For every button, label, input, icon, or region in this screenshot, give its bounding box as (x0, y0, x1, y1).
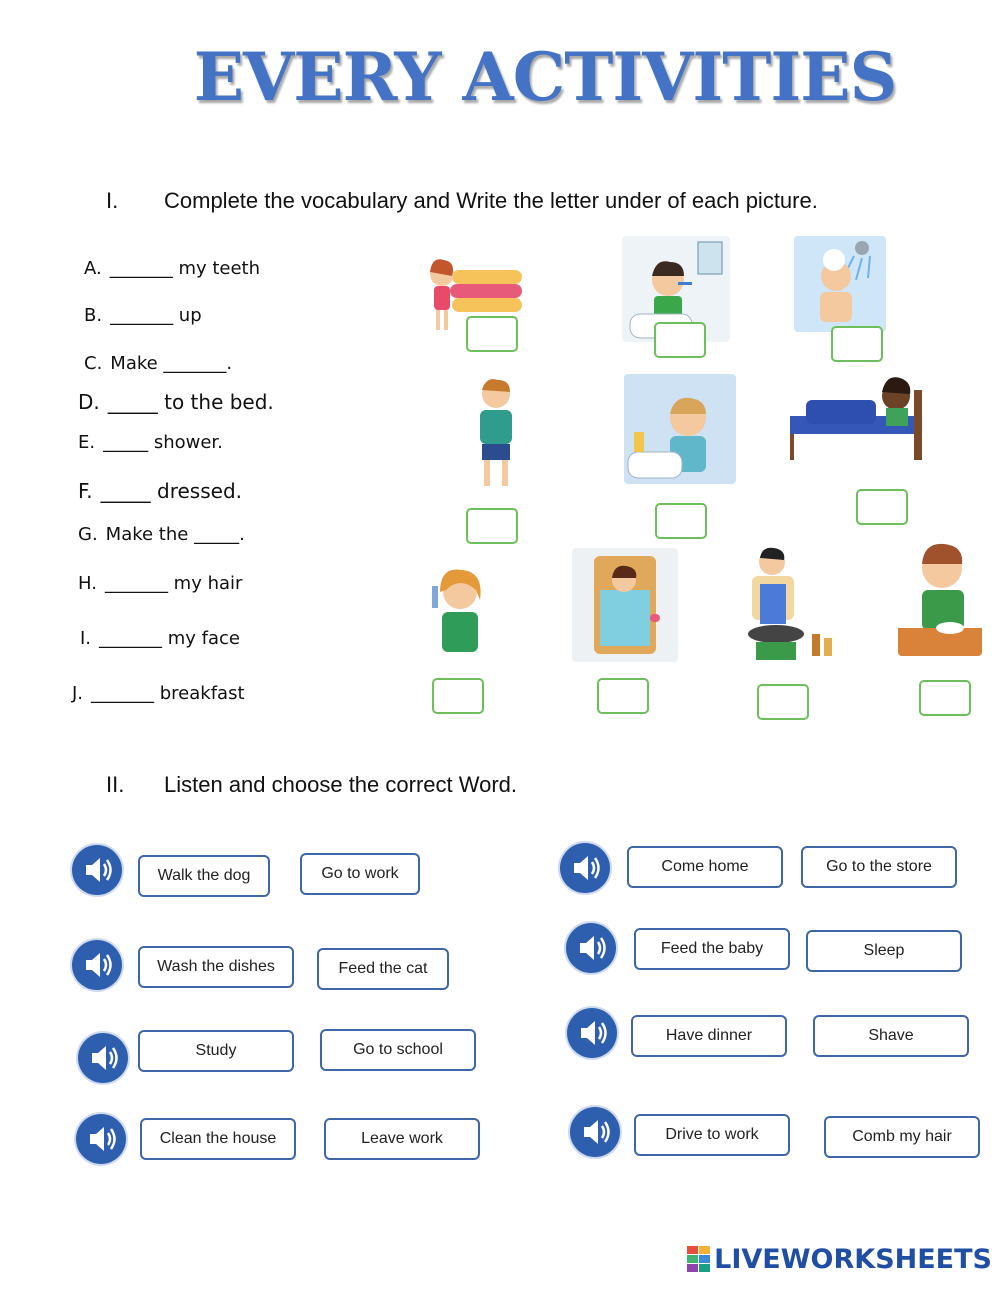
audio-speaker-icon[interactable] (567, 1008, 617, 1058)
answer-box-2[interactable] (654, 322, 706, 358)
getting-dressed-picture (462, 372, 532, 492)
option-drive-to-work[interactable]: Drive to work (634, 1114, 790, 1156)
combing-hair-picture (410, 556, 508, 660)
answer-box-4[interactable] (466, 508, 518, 544)
waking-up-picture (786, 360, 926, 464)
audio-speaker-icon[interactable] (72, 845, 122, 895)
answer-box-10[interactable] (919, 680, 971, 716)
vocab-item-a: A. _______ my teeth (84, 258, 261, 279)
cooking-picture (724, 544, 844, 668)
section-1-number: I. (106, 188, 119, 213)
worksheet-title: EVERY ACTIVITIES (193, 38, 897, 116)
option-wash-the-dishes[interactable]: Wash the dishes (138, 946, 294, 988)
option-feed-the-baby[interactable]: Feed the baby (634, 928, 790, 970)
option-go-to-work[interactable]: Go to work (300, 853, 420, 895)
liveworksheets-logo-icon (687, 1246, 711, 1274)
vocab-item-g: G. Make the _____. (78, 524, 245, 545)
vocab-item-b: B. _______ up (84, 305, 202, 326)
answer-box-8[interactable] (597, 678, 649, 714)
vocab-item-f: F. _____ dressed. (78, 479, 242, 503)
vocab-item-i: I. _______ my face (80, 628, 240, 649)
vocab-item-c: C. Make _______. (84, 353, 233, 374)
option-comb-my-hair[interactable]: Comb my hair (824, 1116, 980, 1158)
option-clean-the-house[interactable]: Clean the house (140, 1118, 296, 1160)
audio-speaker-icon[interactable] (566, 923, 616, 973)
vocab-item-j: J. _______ breakfast (72, 683, 245, 704)
option-go-to-school[interactable]: Go to school (320, 1029, 476, 1071)
audio-speaker-icon[interactable] (570, 1107, 620, 1157)
audio-speaker-icon[interactable] (76, 1114, 126, 1164)
option-leave-work[interactable]: Leave work (324, 1118, 480, 1160)
option-walk-the-dog[interactable]: Walk the dog (138, 855, 270, 897)
option-sleep[interactable]: Sleep (806, 930, 962, 972)
option-go-to-the-store[interactable]: Go to the store (801, 846, 957, 888)
eating-breakfast-picture (898, 532, 982, 656)
option-feed-the-cat[interactable]: Feed the cat (317, 948, 449, 990)
vocab-item-d: D. _____ to the bed. (78, 390, 274, 414)
liveworksheets-logo (687, 1244, 992, 1275)
option-shave[interactable]: Shave (813, 1015, 969, 1057)
section-2-instructions: Listen and choose the correct Word. (164, 772, 518, 797)
option-come-home[interactable]: Come home (627, 846, 783, 888)
audio-speaker-icon[interactable] (78, 1033, 128, 1083)
answer-box-6[interactable] (856, 489, 908, 525)
washing-face-picture (624, 374, 736, 484)
answer-box-3[interactable] (831, 326, 883, 362)
answer-box-1[interactable] (466, 316, 518, 352)
going-to-bed-picture (572, 548, 678, 662)
vocab-item-h: H. _______ my hair (78, 573, 243, 594)
liveworksheets-wordmark: LIVEWORKSHEETS (714, 1244, 992, 1275)
option-have-dinner[interactable]: Have dinner (631, 1015, 787, 1057)
option-study[interactable]: Study (138, 1030, 294, 1072)
answer-box-9[interactable] (757, 684, 809, 720)
audio-speaker-icon[interactable] (560, 843, 610, 893)
vocab-item-e: E. _____ shower. (78, 432, 223, 453)
section-1-instructions: Complete the vocabulary and Write the letter under of each picture. (164, 188, 818, 213)
section-2-number: II. (106, 772, 125, 797)
answer-box-5[interactable] (655, 503, 707, 539)
audio-speaker-icon[interactable] (72, 940, 122, 990)
taking-shower-picture (794, 236, 886, 332)
answer-box-7[interactable] (432, 678, 484, 714)
